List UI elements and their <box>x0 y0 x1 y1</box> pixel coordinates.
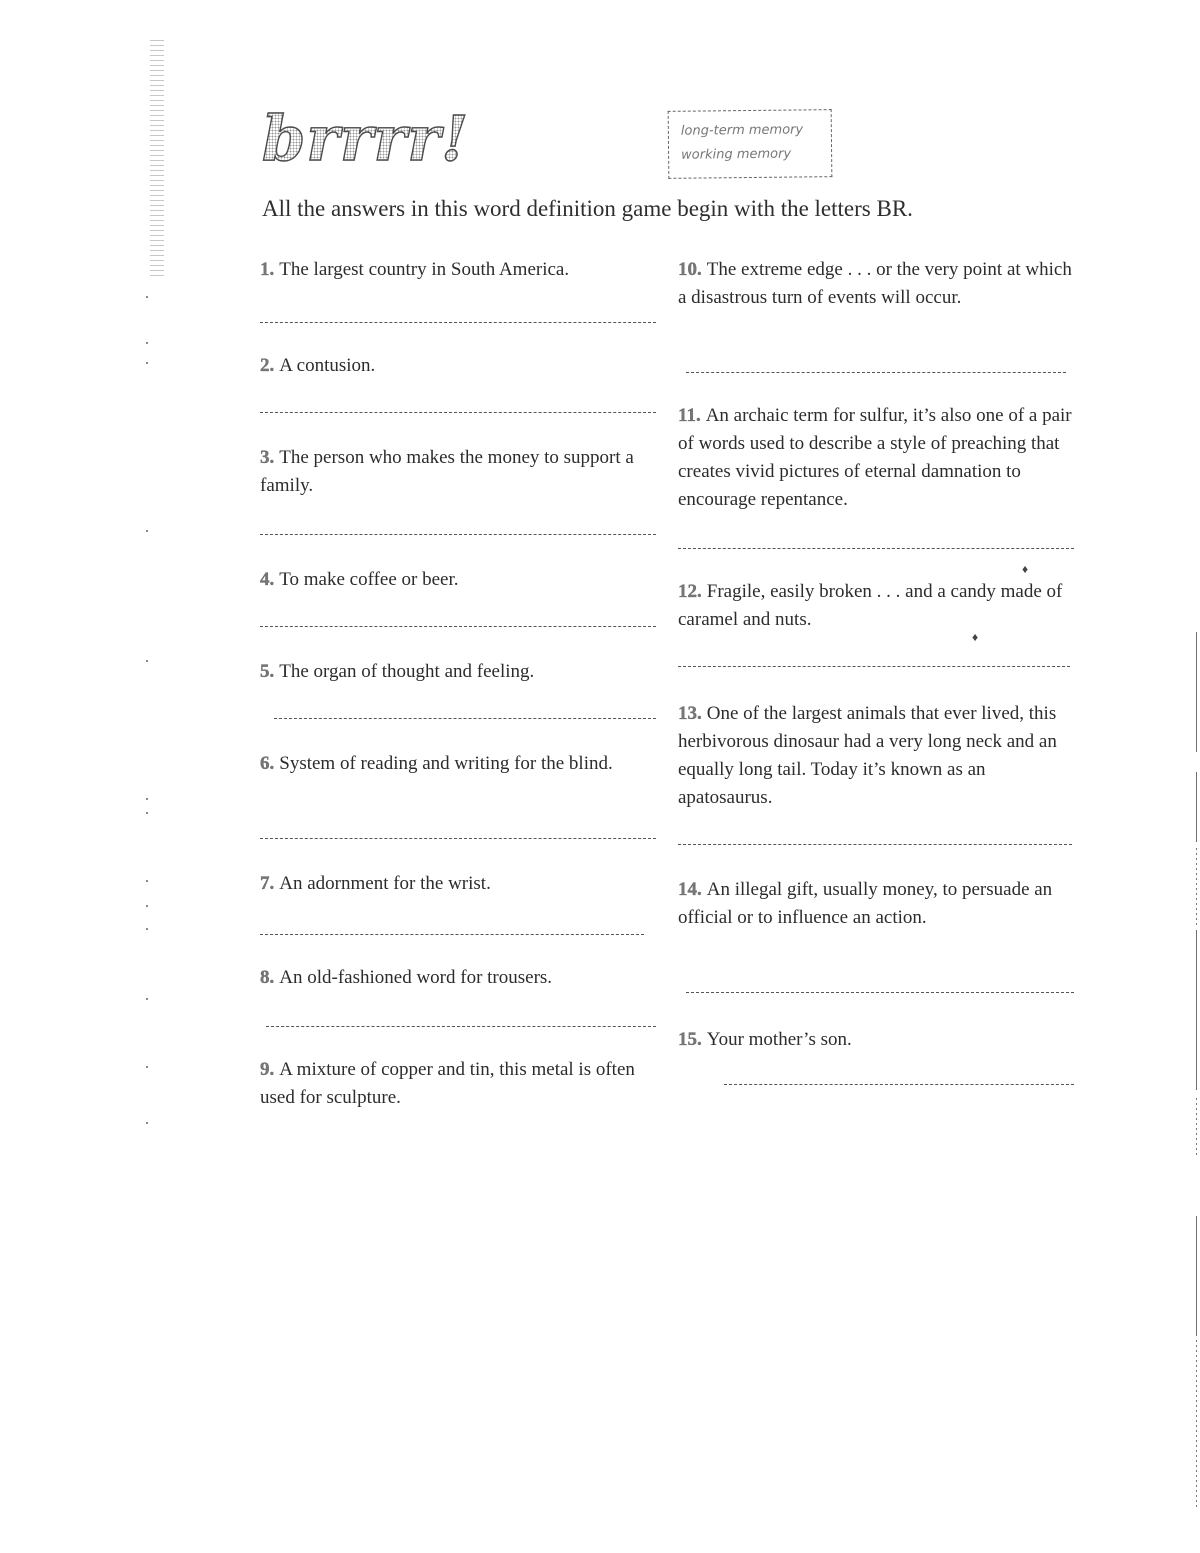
clue-item-6 <box>260 750 658 778</box>
scan-edge-dotted <box>1196 1340 1197 1510</box>
scan-edge-line <box>1196 930 1197 1090</box>
clue-text: A mixture of copper and tin, this metal is often used for sculpture. <box>260 1059 635 1108</box>
clue-number: 12. <box>678 581 702 602</box>
answer-line-14[interactable] <box>686 992 1074 993</box>
clue-text: The person who makes the money to support a family. <box>260 447 634 496</box>
clue-item-5 <box>260 658 658 686</box>
scan-speck-strip <box>150 40 164 280</box>
clue-item-4 <box>260 566 658 594</box>
scan-dot <box>146 1066 148 1068</box>
answer-line-1[interactable] <box>260 322 656 323</box>
clue-item-12 <box>678 578 1078 634</box>
clue-item-9 <box>260 1056 658 1112</box>
scan-dot <box>146 296 148 298</box>
page-title: brrrr! <box>262 102 470 175</box>
clue-number: 8. <box>260 967 275 988</box>
scan-edge-dotted <box>1196 1098 1197 1158</box>
scan-dot <box>146 1122 148 1124</box>
scan-dot <box>146 342 148 344</box>
scan-dot <box>146 660 148 662</box>
clue-number: 14. <box>678 879 702 900</box>
clue-item-14 <box>678 876 1078 932</box>
memory-tag-working: working memory <box>681 146 792 163</box>
clue-number: 15. <box>678 1029 702 1050</box>
clue-item-10 <box>678 256 1078 312</box>
scan-edge-line <box>1196 1216 1197 1336</box>
clue-text: System of reading and writing for the blind. <box>279 753 613 774</box>
memory-tag-long-term: long-term memory <box>680 122 804 139</box>
answer-line-10[interactable] <box>686 372 1066 373</box>
clue-text: The extreme edge . . . or the very point at which a disastrous turn of events will occur. <box>678 259 1072 308</box>
clue-text: Fragile, easily broken . . . and a candy made of caramel and nuts. <box>678 581 1063 630</box>
scan-dot <box>146 812 148 814</box>
answer-line-11[interactable] <box>678 548 1074 549</box>
clue-number: 2. <box>260 355 275 376</box>
answer-line-6[interactable] <box>260 838 656 839</box>
scan-dot <box>146 880 148 882</box>
clue-number: 5. <box>260 661 275 682</box>
answer-line-12[interactable] <box>678 666 1070 667</box>
clue-text: A contusion. <box>279 355 376 376</box>
clue-text: Your mother’s son. <box>706 1029 852 1050</box>
clue-number: 6. <box>260 753 275 774</box>
scan-dot <box>146 928 148 930</box>
clue-number: 10. <box>678 259 702 280</box>
clue-number: 7. <box>260 873 275 894</box>
clue-text: The organ of thought and feeling. <box>279 661 535 682</box>
clue-text: An archaic term for sulfur, it’s also one of a pair of words used to describe a style of preaching that creates vivid pictures of eternal damnation to encourage repentance. <box>678 405 1072 510</box>
clue-text: An adornment for the wrist. <box>279 873 491 894</box>
clue-text: To make coffee or beer. <box>279 569 459 590</box>
scan-dot <box>146 362 148 364</box>
clue-item-3 <box>260 444 658 500</box>
answer-line-4[interactable] <box>260 626 656 627</box>
answer-line-13[interactable] <box>678 844 1072 845</box>
memory-type-box <box>668 109 833 179</box>
clue-item-11 <box>678 402 1078 514</box>
clue-item-2 <box>260 352 658 380</box>
answer-line-7[interactable] <box>260 934 644 935</box>
clue-number: 3. <box>260 447 275 468</box>
clue-item-8 <box>260 964 658 992</box>
scan-dot <box>146 998 148 1000</box>
scan-edge-line <box>1196 632 1197 752</box>
clue-text: An illegal gift, usually money, to persuade an official or to influence an action. <box>678 879 1053 928</box>
answer-line-15[interactable] <box>724 1084 1074 1085</box>
clue-number: 4. <box>260 569 275 590</box>
clue-text: The largest country in South America. <box>279 259 570 280</box>
clue-item-15 <box>678 1026 1078 1054</box>
scan-dot <box>146 905 148 907</box>
clue-text: An old-fashioned word for trousers. <box>279 967 553 988</box>
scan-dot <box>146 530 148 532</box>
clue-item-1 <box>260 256 658 284</box>
clue-number: 9. <box>260 1059 275 1080</box>
scan-edge-line <box>1196 772 1197 842</box>
instructions: All the answers in this word definition game begin with the letters BR. <box>262 196 913 221</box>
clue-item-13 <box>678 700 1078 812</box>
clue-number: 11. <box>678 405 701 426</box>
answer-line-2[interactable] <box>260 412 656 413</box>
answer-line-5[interactable] <box>274 718 656 719</box>
answer-line-3[interactable] <box>260 534 656 535</box>
clue-item-7 <box>260 870 658 898</box>
stray-mark: ♦ <box>1022 562 1029 576</box>
scan-edge-dotted <box>1196 848 1197 928</box>
clue-text: One of the largest animals that ever lived, this herbivorous dinosaur had a very long neck and an equally long tail. Today it’s known as an apatosaurus. <box>678 703 1057 808</box>
answer-line-8[interactable] <box>266 1026 656 1027</box>
scan-dot <box>146 798 148 800</box>
stray-mark: ♦ <box>972 630 979 644</box>
clue-number: 1. <box>260 259 275 280</box>
clue-number: 13. <box>678 703 702 724</box>
